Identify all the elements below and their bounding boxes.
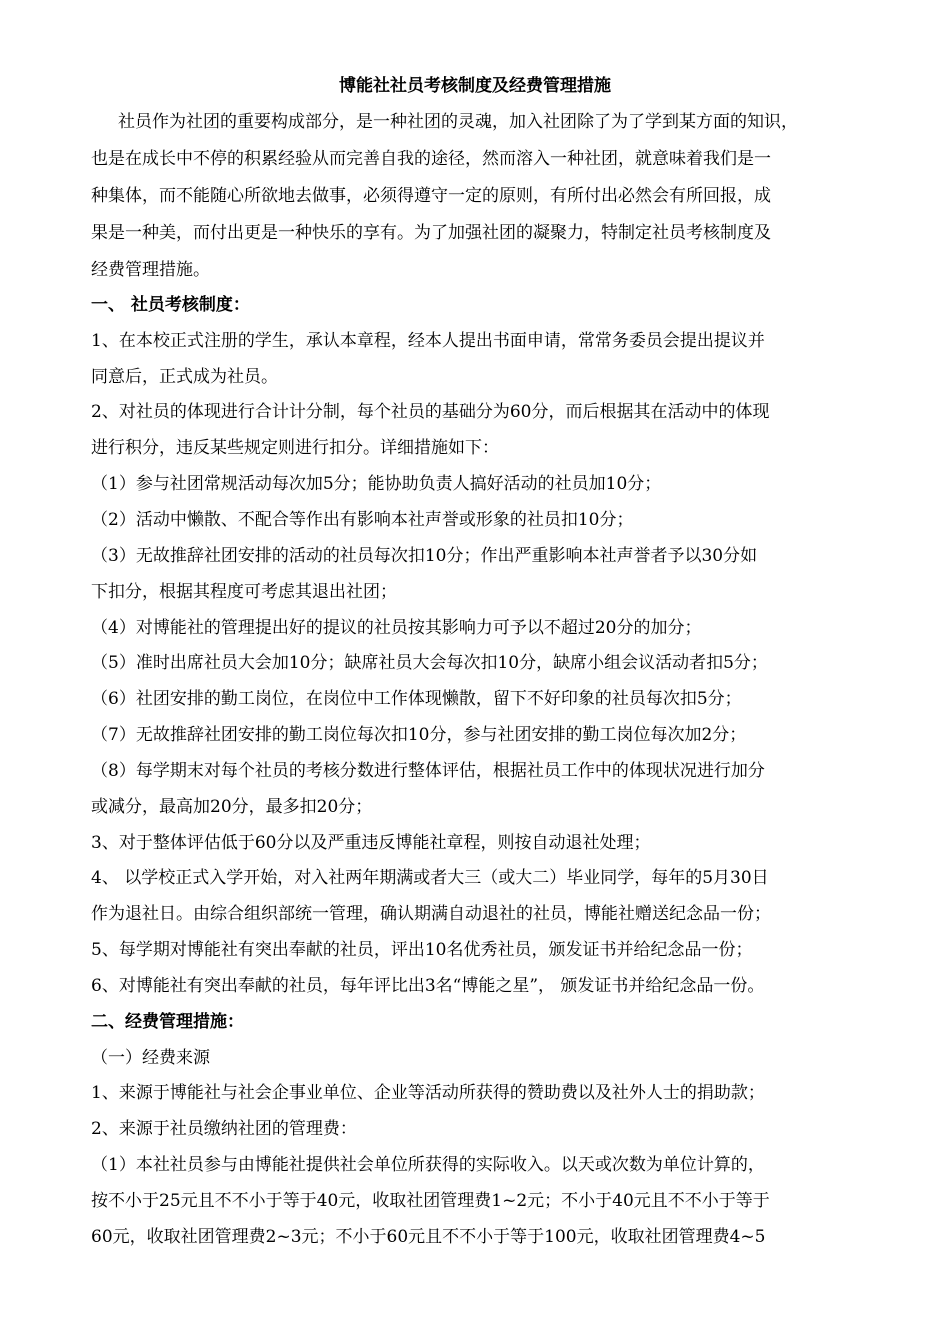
list-item: （2）活动中懒散、不配合等作出有影响本社声誉或形象的社员扣10分； [91, 510, 634, 530]
paragraph-line: 2、来源于社员缴纳社团的管理费： [91, 1119, 357, 1139]
paragraph-line: 作为退社日。由综合组织部统一管理，确认期满自动退社的社员，博能社赠送纪念品一份； [91, 904, 771, 924]
paragraph-line: 5、每学期对博能社有突出奉献的社员，评出10名优秀社员，颁发证书并给纪念品一份； [91, 940, 753, 960]
list-item: （6）社团安排的勤工岗位，在岗位中工作体现懒散，留下不好印象的社员每次扣5分； [91, 689, 742, 709]
paragraph-line: 1、在本校正式注册的学生，承认本章程，经本人提出书面申请，常常务委员会提出提议并 [91, 331, 765, 351]
list-item: 下扣分，根据其程度可考虑其退出社团； [91, 582, 397, 602]
paragraph-line: 进行积分，违反某些规定则进行扣分。详细措施如下： [91, 438, 499, 458]
list-item: （7）无故推辞社团安排的勤工岗位每次扣10分，参与社团安排的勤工岗位每次加2分； [91, 725, 747, 745]
list-item: （1）参与社团常规活动每次加5分；能协助负责人搞好活动的社员加10分； [91, 474, 662, 494]
paragraph-line: 2、对社员的体现进行合计计分制，每个社员的基础分为60分，而后根据其在活动中的体现 [91, 402, 770, 422]
paragraph-line: 经费管理措施。 [91, 260, 210, 280]
list-item: （5）准时出席社员大会加10分；缺席社员大会每次扣10分，缺席小组会议活动者扣5分； [91, 653, 768, 673]
list-item: 或减分，最高加20分，最多扣20分； [91, 797, 373, 817]
document-title: 博能社社员考核制度及经费管理措施 [339, 76, 611, 96]
list-item: （8）每学期末对每个社员的考核分数进行整体评估，根据社员工作中的体现状况进行加分 [91, 761, 765, 781]
subsection-heading: （一）经费来源 [91, 1048, 210, 1068]
paragraph-line: 60元，收取社团管理费2~3元；不小于60元且不不小于等于100元，收取社团管理费4~5 [91, 1227, 766, 1247]
list-item: （1）本社社员参与由博能社提供社会单位所获得的实际收入。以天或次数为单位计算的， [91, 1155, 765, 1175]
list-item: （4）对博能社的管理提出好的提议的社员按其影响力可予以不超过20分的加分； [91, 618, 702, 638]
paragraph-line: 1、来源于博能社与社会企事业单位、企业等活动所获得的赞助费以及社外人士的捐助款； [91, 1083, 765, 1103]
paragraph-line: 3、对于整体评估低于60分以及严重违反博能社章程，则按自动退社处理； [91, 833, 651, 853]
paragraph-line: 4、 以学校正式入学开始，对入社两年期满或者大三（或大二）毕业同学，每年的5月30日 [91, 868, 769, 888]
paragraph-line: 也是在成长中不停的积累经验从而完善自我的途径，然而溶入一种社团，就意味着我们是一 [91, 149, 771, 169]
section-heading: 一、 社员考核制度： [91, 295, 250, 315]
paragraph-line: 按不小于25元且不不小于等于40元，收取社团管理费1~2元；不小于40元且不不小于等于 [91, 1191, 770, 1211]
paragraph-line: 种集体，而不能随心所欲地去做事，必须得遵守一定的原则，有所付出必然会有所回报，成 [91, 186, 771, 206]
paragraph-line: 社员作为社团的重要构成部分，是一种社团的灵魂，加入社团除了为了学到某方面的知识， [118, 112, 798, 132]
section-heading: 二、经费管理措施： [91, 1012, 244, 1032]
paragraph-line: 果是一种美，而付出更是一种快乐的享有。为了加强社团的凝聚力，特制定社员考核制度及 [91, 223, 771, 243]
paragraph-line: 6、对博能社有突出奉献的社员，每年评比出3名“博能之星”， 颁发证书并给纪念品一份。 [91, 976, 765, 996]
paragraph-line: 同意后，正式成为社员。 [91, 367, 278, 387]
list-item: （3）无故推辞社团安排的活动的社员每次扣10分；作出严重影响本社声誉者予以30分如 [91, 546, 758, 566]
